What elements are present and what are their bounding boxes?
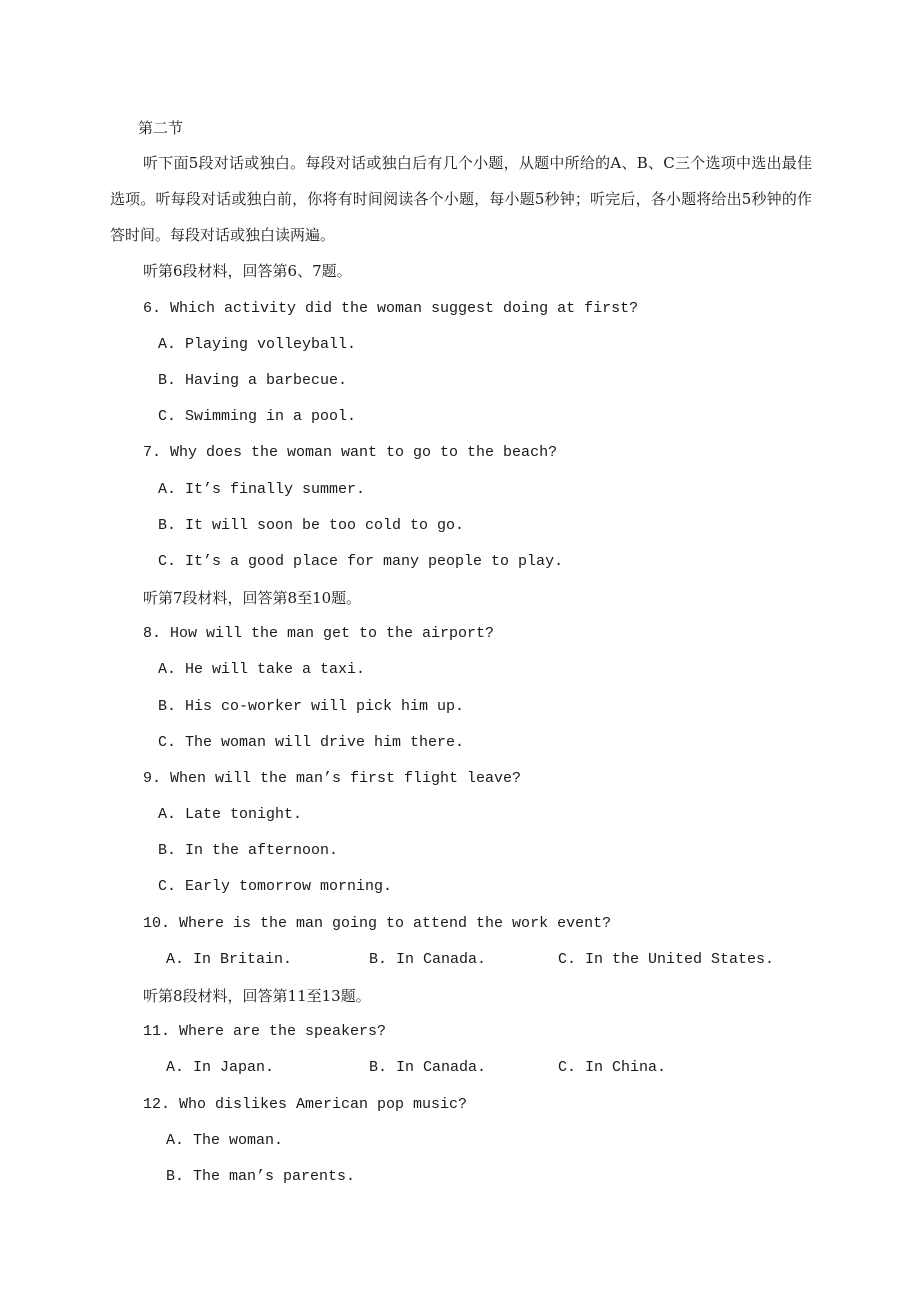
q11-option-c: C. In China. xyxy=(558,1059,667,1076)
question-6: 6. Which activity did the woman suggest doing at first? xyxy=(143,300,639,317)
q8-option-c: C. The woman will drive him there. xyxy=(158,734,465,751)
q8-option-b: B. His co-worker will pick him up. xyxy=(158,698,465,715)
q10-option-a: A. In Britain. xyxy=(166,951,293,968)
q9-option-a: A. Late tonight. xyxy=(158,806,303,823)
q7-option-a: A. It’s finally summer. xyxy=(158,481,366,498)
q9-option-b: B. In the afternoon. xyxy=(158,842,339,859)
part7-heading: 听第7段材料，回答第8至10题。 xyxy=(143,589,362,607)
q12-option-b: B. The man’s parents. xyxy=(166,1168,356,1185)
question-8: 8. How will the man get to the airport? xyxy=(143,625,495,642)
part8-heading: 听第8段材料，回答第11至13题。 xyxy=(143,987,371,1005)
question-10: 10. Where is the man going to attend the work event? xyxy=(143,915,612,932)
instructions-paragraph: 听下面5段对话或独白。每段对话或独白后有几个小题，从题中所给的A、B、C三个选项中选出最佳选项。听每段对话或独白前，你将有时间阅读各个小题，每小题5秒钟；听完后，各小题将给出5秒钟的作答时间。每段对话或独白读两遍。 xyxy=(110,154,812,244)
q6-option-b: B. Having a barbecue. xyxy=(158,372,348,389)
q6-option-a: A. Playing volleyball. xyxy=(158,336,357,353)
q10-option-c: C. In the United States. xyxy=(558,951,775,968)
q8-option-a: A. He will take a taxi. xyxy=(158,661,366,678)
q7-option-c: C. It’s a good place for many people to play. xyxy=(158,553,564,570)
q10-option-b: B. In Canada. xyxy=(369,951,487,968)
q11-option-a: A. In Japan. xyxy=(166,1059,275,1076)
question-7: 7. Why does the woman want to go to the beach? xyxy=(143,444,558,461)
part6-heading: 听第6段材料，回答第6、7题。 xyxy=(143,262,352,280)
q11-option-b: B. In Canada. xyxy=(369,1059,487,1076)
q9-option-c: C. Early tomorrow morning. xyxy=(158,878,393,895)
q12-option-a: A. The woman. xyxy=(166,1132,284,1149)
question-11: 11. Where are the speakers? xyxy=(143,1023,387,1040)
q6-option-c: C. Swimming in a pool. xyxy=(158,408,357,425)
q7-option-b: B. It will soon be too cold to go. xyxy=(158,517,465,534)
question-12: 12. Who dislikes American pop music? xyxy=(143,1096,468,1113)
section-title: 第二节 xyxy=(138,119,184,137)
question-9: 9. When will the man’s first flight leave? xyxy=(143,770,522,787)
